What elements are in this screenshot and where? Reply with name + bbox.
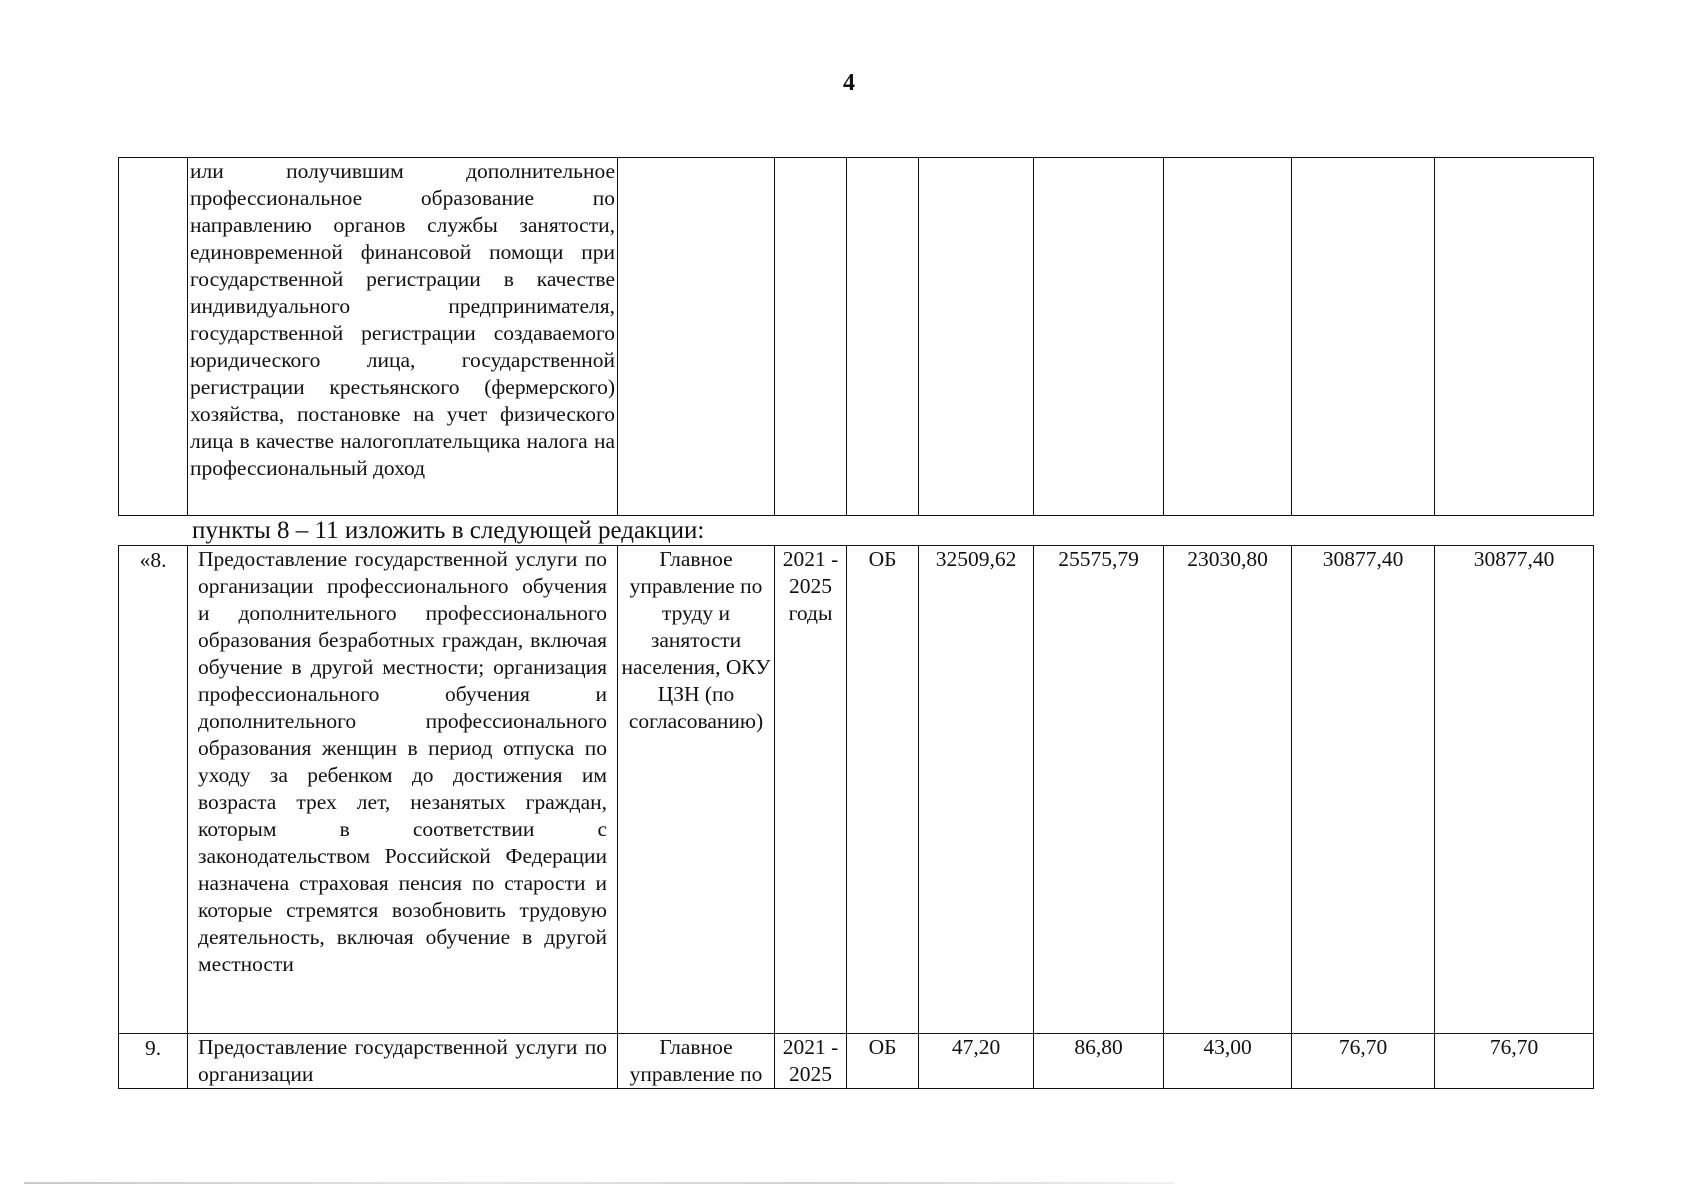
row-number: 9. [119, 1034, 188, 1089]
row-value-5: 30877,40 [1435, 546, 1594, 1034]
row-source: ОБ [847, 1034, 919, 1089]
row-value-2: 86,80 [1034, 1034, 1164, 1089]
row-value-2: 25575,79 [1034, 546, 1164, 1034]
main-table [118, 545, 1594, 1089]
row-description: Предоставление государственной услуги по организации профессионального обучения и дополнительного профессионального образования безработных граждан, включая обучение в другой местности; организация профессионального обучения и дополнительного профессионального образования женщин в период отпуска по уходу за ребенком до достижения им возраста трех лет, незанятых граждан, которым в соответствии с законодательством Российской Федерации назначена страховая пенсия по старости и которые стремятся возобновить трудовую деятельность, включая обучение в другой местности [188, 546, 618, 1034]
row-value-4 [1292, 158, 1435, 516]
row-value-3: 43,00 [1164, 1034, 1292, 1089]
row-source [847, 158, 919, 516]
amendment-text: пункты 8 – 11 изложить в следующей редакции: [192, 517, 705, 544]
row-value-5 [1435, 158, 1594, 516]
row-period: 2021 - 2025 [775, 1034, 847, 1089]
page-number: 4 [843, 70, 855, 96]
row-value-1: 47,20 [919, 1034, 1034, 1089]
row-value-4: 30877,40 [1292, 546, 1435, 1034]
row-description: Предоставление государственной услуги по организации [188, 1034, 618, 1089]
row-number [119, 158, 188, 516]
continued-table [118, 157, 1594, 516]
row-value-1: 32509,62 [919, 546, 1034, 1034]
row-executor: Главное управление по труду и занятости населения, ОКУ ЦЗН (по согласованию) [618, 546, 775, 1034]
row-number: «8. [119, 546, 188, 1034]
row-executor [618, 158, 775, 516]
scan-artifact-line [24, 1182, 1174, 1184]
row-value-4: 76,70 [1292, 1034, 1435, 1089]
row-value-2 [1034, 158, 1164, 516]
row-value-5: 76,70 [1435, 1034, 1594, 1089]
table-row [119, 158, 1594, 516]
row-source: ОБ [847, 546, 919, 1034]
table-row [119, 546, 1594, 1034]
row-period [775, 158, 847, 516]
row-value-1 [919, 158, 1034, 516]
row-value-3: 23030,80 [1164, 546, 1292, 1034]
row-executor: Главное управление по [618, 1034, 775, 1089]
row-value-3 [1164, 158, 1292, 516]
table-row [119, 1034, 1594, 1089]
row-description: или получившим дополнительное профессиональное образование по направлению органов службы занятости, единовременной финансовой помощи при государственной регистрации в качестве индивидуального предпринимателя, государственной регистрации создаваемого юридического лица, государственной регистрации крестьянского (фермерского) хозяйства, постановке на учет физического лица в качестве налогоплательщика налога на профессиональный доход [188, 158, 618, 516]
row-period: 2021 - 2025 годы [775, 546, 847, 1034]
